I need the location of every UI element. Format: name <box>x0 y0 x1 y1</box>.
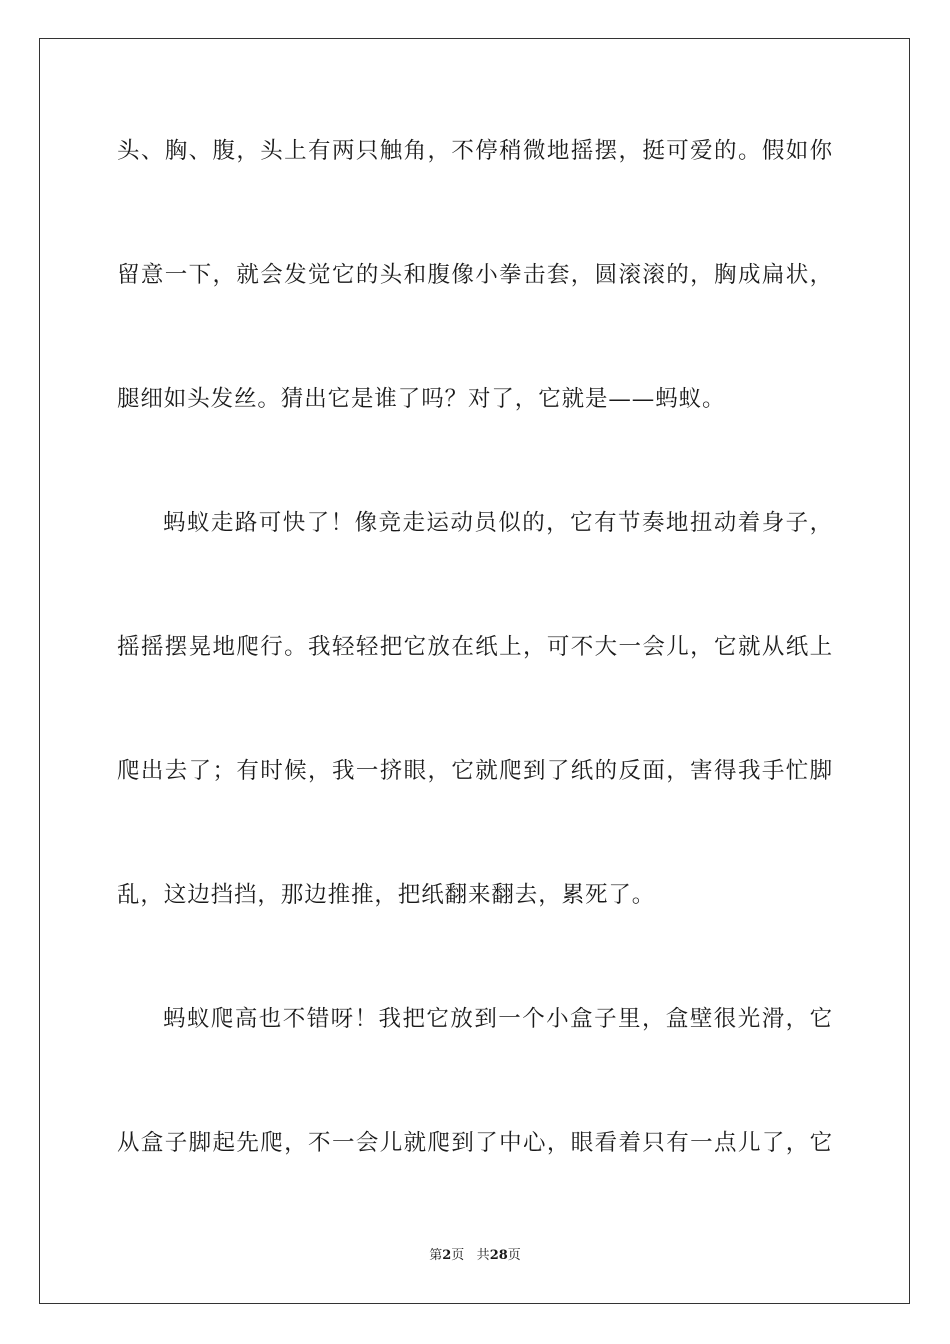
page-border <box>39 38 910 1304</box>
text-line-9: 从盒子脚起先爬，不一会儿就爬到了中心，眼看着只有一点儿了，它 <box>117 1130 833 1156</box>
footer-total-pages: 28 <box>489 1248 508 1263</box>
text-line-4: 蚂蚁走路可快了！像竞走运动员似的，它有节奏地扭动着身子， <box>163 510 833 536</box>
text-line-5: 摇摇摆晃地爬行。我轻轻把它放在纸上，可不大一会儿，它就从纸上 <box>117 634 833 660</box>
text-line-8: 蚂蚁爬高也不错呀！我把它放到一个小盒子里，盒壁很光滑，它 <box>163 1006 833 1032</box>
text-line-6: 爬出去了；有时候，我一挤眼，它就爬到了纸的反面，害得我手忙脚 <box>117 758 833 784</box>
footer-page-number: 2 <box>442 1248 452 1263</box>
text-line-3: 腿细如头发丝。猜出它是谁了吗？对了，它就是——蚂蚁。 <box>117 386 726 412</box>
footer-total-prefix: 共 <box>476 1248 490 1263</box>
footer-total-suffix: 页 <box>507 1248 521 1263</box>
footer-page-suffix: 页 <box>451 1248 465 1263</box>
text-line-2: 留意一下，就会发觉它的头和腹像小拳击套，圆滚滚的，胸成扁状， <box>117 262 833 288</box>
footer-page-prefix: 第 <box>429 1248 443 1263</box>
page-footer <box>0 1246 950 1266</box>
text-line-7: 乱，这边挡挡，那边推推，把纸翻来翻去，累死了。 <box>117 882 656 908</box>
text-line-1: 头、胸、腹，头上有两只触角，不停稍微地摇摆，挺可爱的。假如你 <box>117 138 833 164</box>
